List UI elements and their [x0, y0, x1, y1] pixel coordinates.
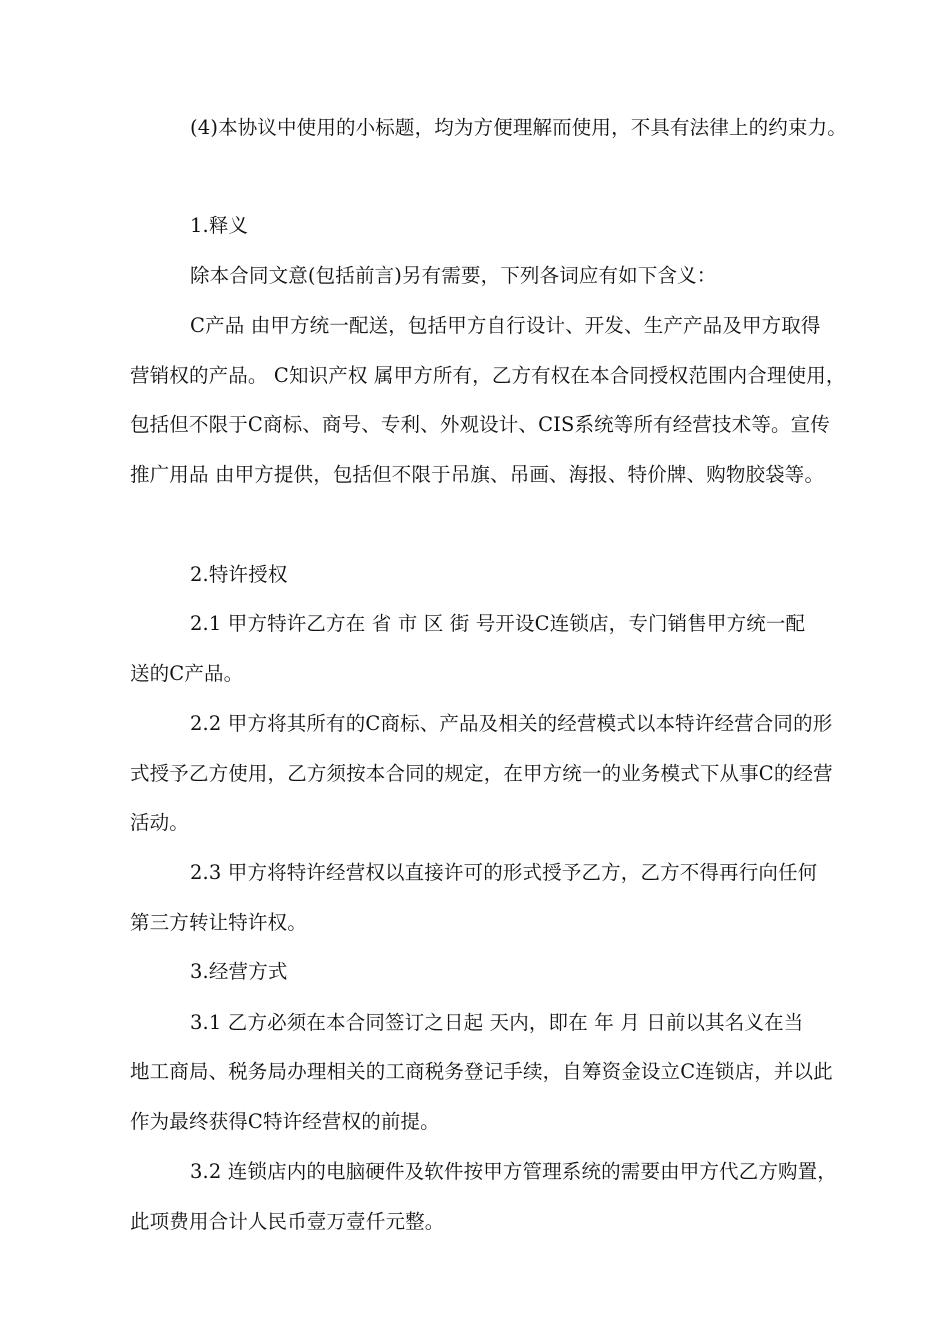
clause-2-3-line-1: 2.3 甲方将特许经营权以直接许可的形式授予乙方，乙方不得再行向任何: [190, 861, 818, 884]
clause-2-1-line-1: 2.1 甲方特许乙方在 省 市 区 街 号开设C连锁店，专门销售甲方统一配: [190, 612, 806, 635]
section-1-definitions-line-2: 营销权的产品。 C知识产权 属甲方所有，乙方有权在本合同授权范围内合理使用，: [130, 364, 846, 387]
section-2-heading: 2.特许授权: [190, 563, 288, 586]
clause-2-3-line-2: 第三方转让特许权。: [130, 911, 307, 934]
section-1-definitions-line-4: 推广用品 由甲方提供，包括但不限于吊旗、吊画、海报、特价牌、购物胶袋等。: [130, 463, 825, 486]
section-1-heading: 1.释义: [190, 214, 249, 237]
clause-3-1-line-2: 地工商局、税务局办理相关的工商税务登记手续，自筹资金设立C连锁店，并以此: [130, 1060, 833, 1083]
clause-2-2-line-1: 2.2 甲方将其所有的C商标、产品及相关的经营模式以本特许经营合同的形: [190, 712, 833, 735]
paragraph-note-4: (4)本协议中使用的小标题，均为方便理解而使用，不具有法律上的约束力。: [190, 116, 847, 139]
clause-2-1-line-2: 送的C产品。: [130, 662, 244, 685]
clause-3-2-line-1: 3.2 连锁店内的电脑硬件及软件按甲方管理系统的需要由甲方代乙方购置，: [190, 1160, 837, 1183]
clause-3-1-line-1: 3.1 乙方必须在本合同签订之日起 天内，即在 年 月 日前以其名义在当: [190, 1011, 804, 1034]
section-3-heading: 3.经营方式: [190, 960, 288, 983]
clause-2-2-line-3: 活动。: [130, 811, 189, 834]
section-1-definitions-line-3: 包括但不限于C商标、商号、专利、外观设计、CIS系统等所有经营技术等。宣传: [130, 413, 830, 436]
section-1-intro: 除本合同文意(包括前言)另有需要，下列各词应有如下含义：: [190, 264, 717, 287]
clause-2-2-line-2: 式授予乙方使用，乙方须按本合同的规定，在甲方统一的业务模式下从事C的经营: [130, 762, 833, 785]
clause-3-1-line-3: 作为最终获得C特许经营权的前提。: [130, 1110, 440, 1133]
section-1-definitions-line-1: C产品 由甲方统一配送，包括甲方自行设计、开发、生产产品及甲方取得: [190, 314, 821, 337]
clause-3-2-line-2: 此项费用合计人民币壹万壹仟元整。: [130, 1210, 445, 1233]
